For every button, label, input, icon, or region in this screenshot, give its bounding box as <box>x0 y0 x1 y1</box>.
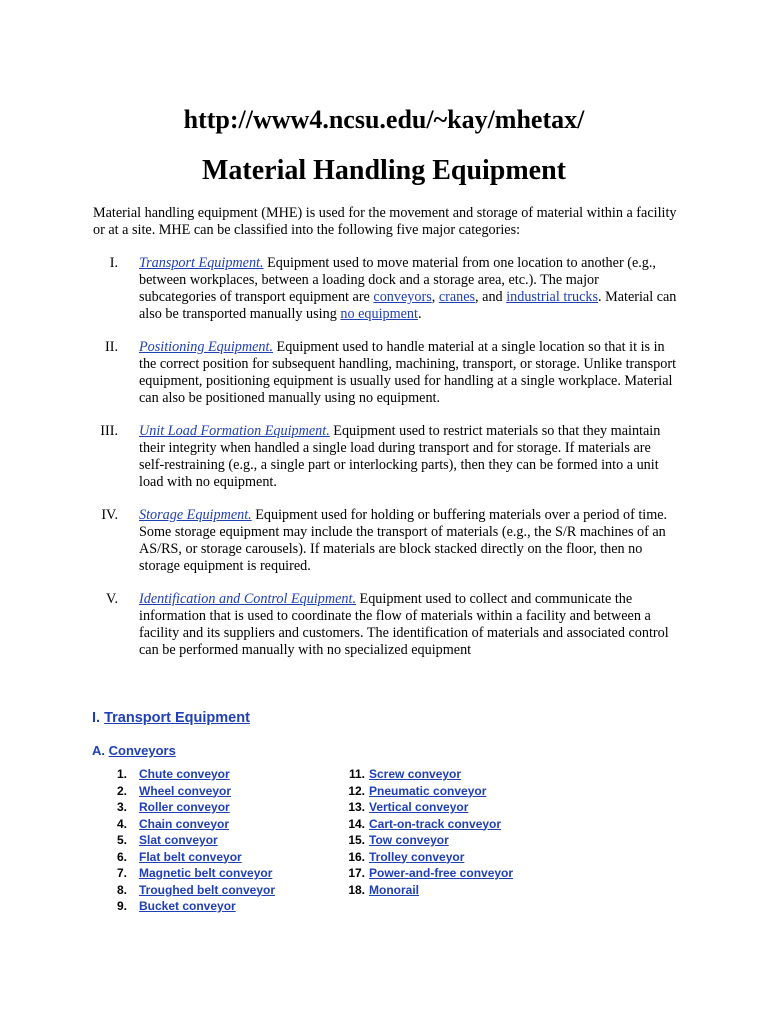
list-item-number: 14. <box>348 816 365 831</box>
category-link-identification-control-equipment[interactable]: Identification and Control Equipment. <box>139 591 356 607</box>
list-item <box>0 849 365 865</box>
category-text: . <box>417 306 422 322</box>
list-item-number: 1. <box>116 767 127 781</box>
category-link-unit-load-formation-equipment[interactable]: Unit Load Formation Equipment. <box>139 423 330 439</box>
link-magnetic-belt-conveyor[interactable]: Magnetic belt conveyor <box>139 866 273 880</box>
list-item <box>0 766 365 782</box>
category-link-positioning-equipment[interactable]: Positioning Equipment. <box>139 339 273 355</box>
link-trolley-conveyor[interactable]: Trolley conveyor <box>369 849 465 864</box>
list-item <box>0 865 365 881</box>
list-item <box>0 882 365 898</box>
list-item <box>0 832 365 848</box>
link-flat-belt-conveyor[interactable]: Flat belt conveyor <box>139 849 242 864</box>
link-power-and-free-conveyor[interactable]: Power-and-free conveyor <box>369 866 514 880</box>
category-body <box>139 591 679 659</box>
link-pneumatic-conveyor[interactable]: Pneumatic conveyor <box>369 783 487 798</box>
list-item-number: 2. <box>116 783 127 798</box>
subsection-heading-conveyors <box>92 742 176 759</box>
category-number: III. <box>100 423 118 439</box>
category-text: , and <box>475 289 507 305</box>
list-item <box>0 816 365 832</box>
list-item-number: 8. <box>116 882 127 897</box>
link-roller-conveyor[interactable]: Roller conveyor <box>139 800 230 814</box>
link-bucket-conveyor[interactable]: Bucket conveyor <box>139 899 236 913</box>
list-item-number: 17. <box>348 866 365 880</box>
category-number: II. <box>105 339 118 355</box>
link-chain-conveyor[interactable]: Chain conveyor <box>139 816 230 831</box>
section-number: I. <box>92 710 101 726</box>
link-cart-on-track-conveyor[interactable]: Cart-on-track conveyor <box>369 816 502 831</box>
category-text: Equipment used to handle material at a single location so that it is in the correct position for subsequent handling, machining, transport, or storage. Unlike transport equipment, positioning equipment is usually used for handling at a single workplace. Material can also be positioned manually using no equipment. <box>139 339 677 406</box>
subsection-number: A. <box>92 743 105 758</box>
category-link-storage-equipment[interactable]: Storage Equipment. <box>139 507 252 523</box>
list-item <box>0 799 365 815</box>
list-item-number: 7. <box>116 866 127 880</box>
list-item <box>0 898 127 914</box>
link-screw-conveyor[interactable]: Screw conveyor <box>369 767 462 781</box>
list-item-number: 5. <box>116 833 127 847</box>
link-slat-conveyor[interactable]: Slat conveyor <box>139 833 218 847</box>
category-text: . Material can also be transported manually using <box>139 289 677 322</box>
link-chute-conveyor[interactable]: Chute conveyor <box>139 767 230 781</box>
category-text: Equipment used to move material from one location to another (e.g., between workplaces, between a loading dock and a storage area, etc.). The major subcategories of transport equipment are <box>139 255 656 305</box>
section-heading-transport <box>92 709 250 727</box>
category-text: , <box>431 289 439 305</box>
list-item-number: 18. <box>348 882 365 897</box>
category-link-transport-equipment[interactable]: Transport Equipment. <box>139 255 264 271</box>
category-body <box>139 255 679 323</box>
list-item-number: 6. <box>116 849 127 864</box>
list-item <box>0 783 365 799</box>
link-monorail[interactable]: Monorail <box>369 882 419 897</box>
list-item-number: 9. <box>116 899 127 913</box>
link-industrial-trucks[interactable]: industrial trucks <box>506 289 598 305</box>
category-number: I. <box>109 255 118 271</box>
category-text: Equipment used to restrict materials so that they maintain their integrity when handled a single load during transport and for storage. If materials are self-restraining (e.g., a single part or interlocking parts), then they can be formed into a unit load with no equipment. <box>139 423 661 490</box>
link-troughed-belt-conveyor[interactable]: Troughed belt conveyor <box>139 882 276 897</box>
category-number: IV. <box>101 507 118 523</box>
category-number: V. <box>106 591 118 607</box>
category-body <box>139 339 679 407</box>
section-link-transport-equipment[interactable]: Transport Equipment <box>104 710 250 726</box>
link-tow-conveyor[interactable]: Tow conveyor <box>369 833 449 847</box>
category-body <box>139 423 679 491</box>
link-wheel-conveyor[interactable]: Wheel conveyor <box>139 783 232 798</box>
page-title: Material Handling Equipment <box>201 155 567 186</box>
category-text: Equipment used for holding or buffering materials over a period of time. Some storage equipment may include the transport of materials (e.g., the S/R machines of an AS/RS, or storage carousels). If materials are block stacked directly on the floor, then no storage equipment is required. <box>139 507 668 574</box>
list-item-number: 16. <box>348 849 365 864</box>
link-vertical-conveyor[interactable]: Vertical conveyor <box>369 800 469 814</box>
list-item-number: 15. <box>348 833 365 847</box>
link-cranes[interactable]: cranes <box>438 289 476 305</box>
source-url-heading: http://www4.ncsu.edu/~kay/mhetax/ <box>183 105 585 134</box>
link-no-equipment[interactable]: no equipment <box>340 306 418 322</box>
list-item-number: 4. <box>116 816 127 831</box>
category-body <box>139 507 679 575</box>
subsection-link-conveyors[interactable]: Conveyors <box>108 743 176 758</box>
list-item-number: 13. <box>348 800 365 814</box>
intro-paragraph: Material handling equipment (MHE) is used for the movement and storage of material within a facility or at a site. MHE can be classified into the following five major categories: <box>93 205 677 238</box>
list-item-number: 11. <box>348 767 365 781</box>
list-item-number: 12. <box>348 783 365 798</box>
category-text: Equipment used to collect and communicate the information that is used to coordinate the flow of materials within a facility and between a facility and its suppliers and customers. The identification of materials and associated control can be performed manually with no specialized equipment <box>139 591 669 658</box>
list-item-number: 3. <box>116 800 127 814</box>
link-conveyors[interactable]: conveyors <box>373 289 432 305</box>
